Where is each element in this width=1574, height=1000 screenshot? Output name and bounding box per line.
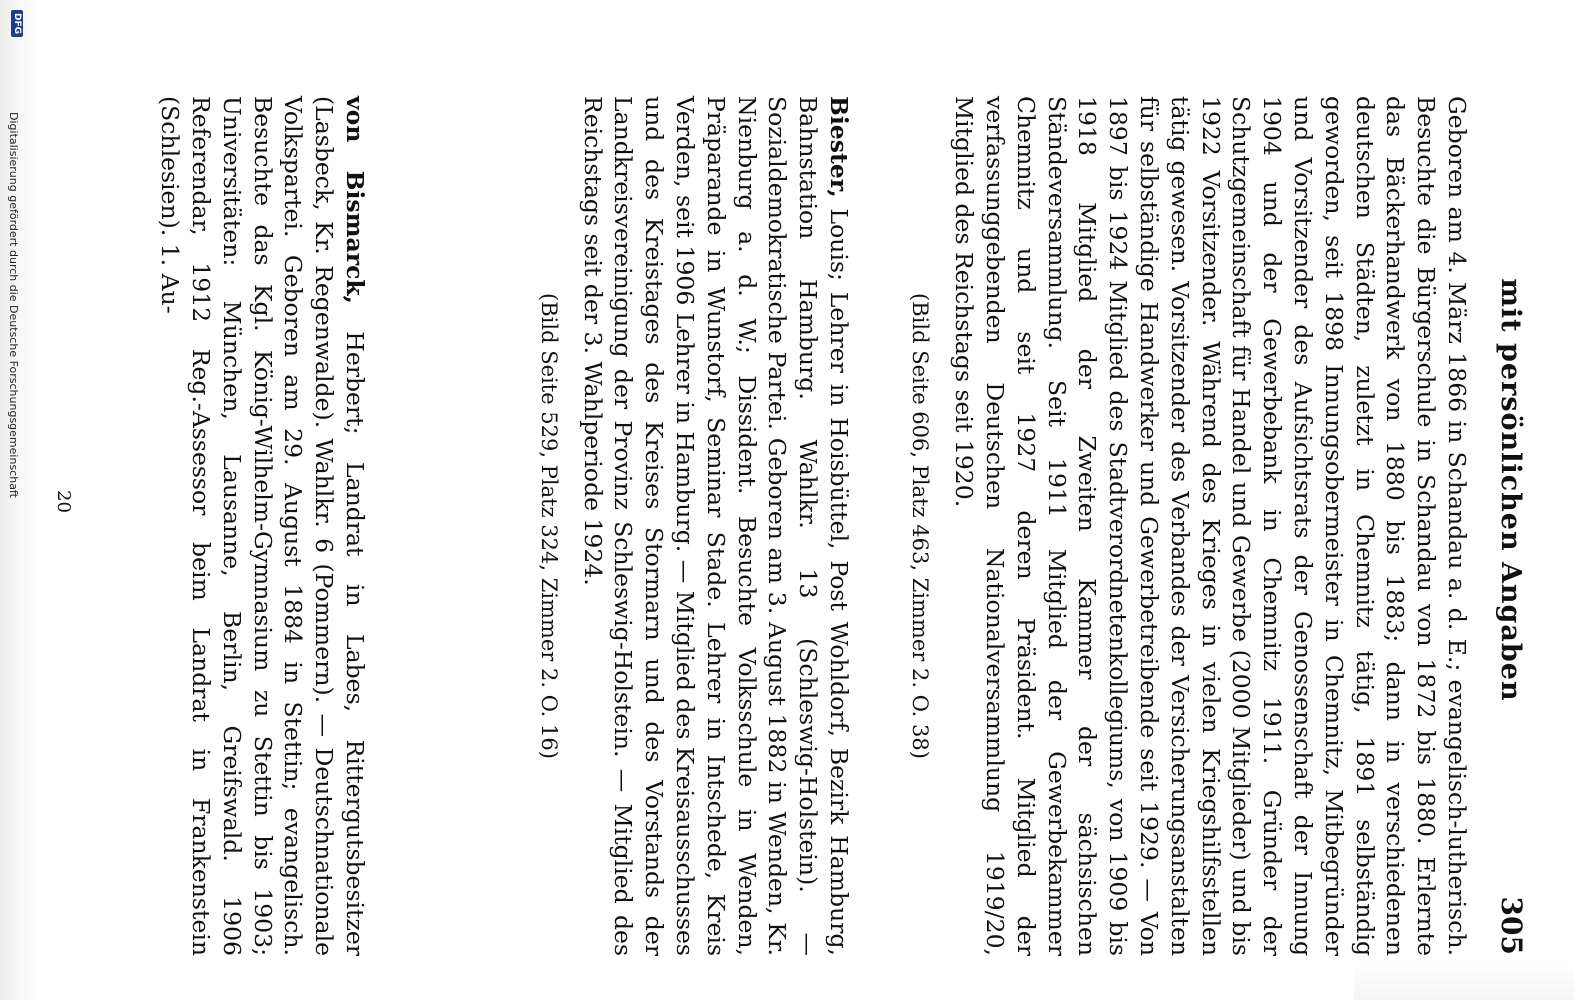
photo-reference: (Bild Seite 606, Platz 463, Zimmer 2. O. 38) [908,293,933,759]
running-head [1490,135,1526,955]
entry-text: Herbert; Landrat in Labes, Rittergutsbesitzer (Lasbeck, Kr. Regenwalde). Wahlkr. 6 (Pommern). — Deutschnationale Volkspartei. Geboren am 29. August 1884 in Stettin; evangelisch. Besuchte das Kgl. König-Wilhelm-Gymnasium zu Stettin bis 1903; Universitäten: München, Lausanne, Berlin, Greifswald. 1906 Referendar, 1912 Reg.-Assessor beim Landrat in Frankenstein (Schlesien). 1. Au- [156,96,369,956]
bottom-number: 20 [53,490,74,513]
entry-bismarck [154,96,370,956]
scan-edge [0,0,40,1000]
photo-reference: (Bild Seite 529, Platz 324, Zimmer 2. O. 16) [536,293,561,759]
entry-text: Geboren am 4. März 1866 in Schandau a. d. E.; evangelisch-lutherisch. Besuchte die Bürgerschule in Schandau von 1872 bis 1880. Erlernte das Bäckerhandwerk von 1880 bis 1883; dann in verschiedenen deutschen Städten, zuletzt in Chemnitz tätig, 1891 selbständig geworden, seit 1898 Innungsobermeister in Chemnitz, Mitbegründer und Vorsitzender des Aufsichtsrats der Genossenschaft der Innung 1904 und der Gewerbebank in Chemnitz 1911. Gründer der Schutzgemeinschaft für Handel und Gewerbe (2000 Mitglieder) und bis 1922 Vorsitzender. Während des Krieges in vielen Kriegshilfsstellen tätig gewesen. Vorsitzender des Verbandes der Versicherungsanstalten für selbständige Handwerker und Gewerbetreibende seit 1929. — Von 1897 bis 1924 Mitglied des Stadtverordnetenkollegiums, von 1909 bis 1918 Mitglied der Zweiten Kammer der sächsischen Ständeversammlung. Seit 1911 Mitglied der Gewerbekammer Chemnitz und seit 1927 deren Präsident. Mitglied der verfassunggebenden Deutschen Nationalversammlung 1919/20, Mitglied des Reichstags seit 1920. [950,96,1471,956]
page-number: 305 [1495,896,1528,955]
entry-text: Louis; Lehrer in Hoisbüttel, Post Wohldorf, Bezirk Hamburg, Bahnstation Hamburg. Wahlkr. 13 (Schleswig-Holstein). — Sozialdemokratische Partei. Geboren am 3. August 1882 in Wenden, Kr. Nienburg a. d. W.; Dissident. Besuchte Volksschule in Wenden, Präparande in Wunstorf, Seminar Stade. Lehrer in Intschede, Kreis Verden, seit 1906 Lehrer in Hamburg. — Mitglied des Kreisausschusses und des Kreistages des Kreises Stormarn und des Vorstands der Landkreisvereinigung der Provinz Schleswig-Holstein. — Mitglied des Reichstags seit der 3. Wahlperiode 1924. [578,96,853,956]
digitization-credit: Digitalisierung gefördert durch die Deutsche Forschungsgemeinschaft [7,112,20,498]
entry-biester [535,96,854,956]
entry-name: von Bismarck, [341,96,369,304]
entry-name: Biester, [825,96,853,198]
entry-continuation [906,96,1472,956]
entry-paragraph [577,96,854,956]
dfg-logo-icon: DFG [11,10,23,37]
scan-shadow [1354,960,1574,1000]
entry-paragraph [948,96,1472,956]
entry-paragraph [154,96,370,956]
running-title: mit persönlichen Angaben [1495,278,1526,702]
